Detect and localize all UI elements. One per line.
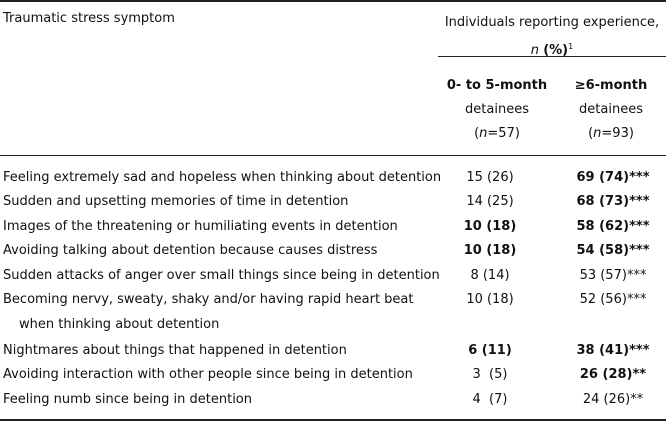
group-header-pct: (%)	[543, 43, 569, 58]
cell-0-5-month: 3 (5)	[472, 367, 508, 382]
col1-header-line2: detainees	[465, 102, 529, 117]
group-header-line1: Individuals reporting experience,	[444, 15, 660, 30]
row-label	[3, 367, 413, 383]
significance-marker: ***	[629, 194, 650, 209]
col1-header	[442, 74, 552, 146]
row-label-text: Nightmares about things that happened in detention	[3, 343, 347, 358]
row-label-text: Feeling numb since being in detention	[3, 392, 252, 407]
cell-0-5-month: 14 (25)	[466, 194, 514, 209]
cell-0-5-month: 15 (26)	[466, 170, 514, 185]
cell-0-5-month: 10 (18)	[463, 219, 517, 234]
cell-value: 58 (62)	[576, 219, 630, 234]
cell-value: 52 (56)	[579, 292, 627, 307]
row-label	[3, 170, 441, 186]
row-label-continuation: when thinking about detention	[19, 317, 220, 332]
col1-header-line1: 0- to 5-month	[446, 78, 548, 93]
significance-marker: ***	[629, 170, 650, 185]
cell-value: 69 (74)	[576, 170, 630, 185]
cell-0-5-month: 6 (11)	[468, 343, 512, 358]
cell-value: 54 (58)	[576, 243, 630, 258]
cell-value: 24 (26)	[582, 392, 631, 407]
group-column-header	[438, 11, 666, 63]
col2-header-line3: (n=93)	[588, 126, 634, 141]
cell-6-month	[560, 367, 666, 383]
significance-marker: ***	[626, 268, 647, 283]
significance-marker: ***	[629, 243, 650, 258]
col1-header-line3: (n=57)	[474, 126, 520, 141]
row-label	[3, 243, 377, 259]
top-rule	[0, 0, 666, 2]
symptom-column-header: Traumatic stress symptom	[3, 11, 175, 26]
significance-marker: **	[632, 367, 647, 382]
row-label-text: Becoming nervy, sweaty, shaky and/or having rapid heart beat	[3, 292, 414, 307]
group-header-footnote: 1	[568, 42, 574, 51]
cell-value: 38 (41)	[576, 343, 630, 358]
row-label-text: Avoiding talking about detention because causes distress	[3, 243, 378, 258]
cell-6-month	[560, 292, 666, 308]
significance-marker: ***	[629, 219, 650, 234]
cell-0-5-month: 4 (7)	[472, 392, 508, 407]
cell-6-month	[560, 243, 666, 259]
group-header-n: n	[530, 43, 540, 58]
significance-marker: ***	[629, 343, 650, 358]
header-rule	[0, 155, 666, 156]
cell-0-5-month: 8 (14)	[470, 268, 510, 283]
bottom-rule	[0, 419, 666, 421]
col2-header-line2: detainees	[579, 102, 643, 117]
row-label	[3, 268, 440, 284]
cell-6-month	[560, 268, 666, 284]
cell-6-month	[560, 219, 666, 235]
cell-value: 26 (28)	[579, 367, 633, 382]
row-label-text: Avoiding interaction with other people since being in detention	[3, 367, 413, 382]
significance-marker: ***	[626, 292, 647, 307]
significance-marker: **	[630, 392, 644, 407]
cell-6-month	[560, 170, 666, 186]
col2-header-line1: ≥6-month	[574, 78, 648, 93]
row-label-text: Feeling extremely sad and hopeless when thinking about detention	[3, 170, 442, 185]
col2-header	[556, 74, 666, 146]
cell-6-month	[560, 392, 666, 408]
cell-value: 68 (73)	[576, 194, 630, 209]
row-label-text: Sudden attacks of anger over small things since being in detention	[3, 268, 440, 283]
row-label	[3, 343, 347, 359]
cell-value: 53 (57)	[579, 268, 627, 283]
row-label-text: Sudden and upsetting memories of time in detention	[3, 194, 349, 209]
row-label	[3, 292, 414, 333]
cell-6-month	[560, 343, 666, 359]
row-label	[3, 219, 398, 235]
row-label	[3, 392, 252, 408]
row-label	[3, 194, 348, 210]
cell-0-5-month: 10 (18)	[463, 243, 517, 258]
cell-6-month	[560, 194, 666, 210]
row-label-text: Images of the threatening or humiliating events in detention	[3, 219, 398, 234]
cell-0-5-month: 10 (18)	[466, 292, 514, 307]
